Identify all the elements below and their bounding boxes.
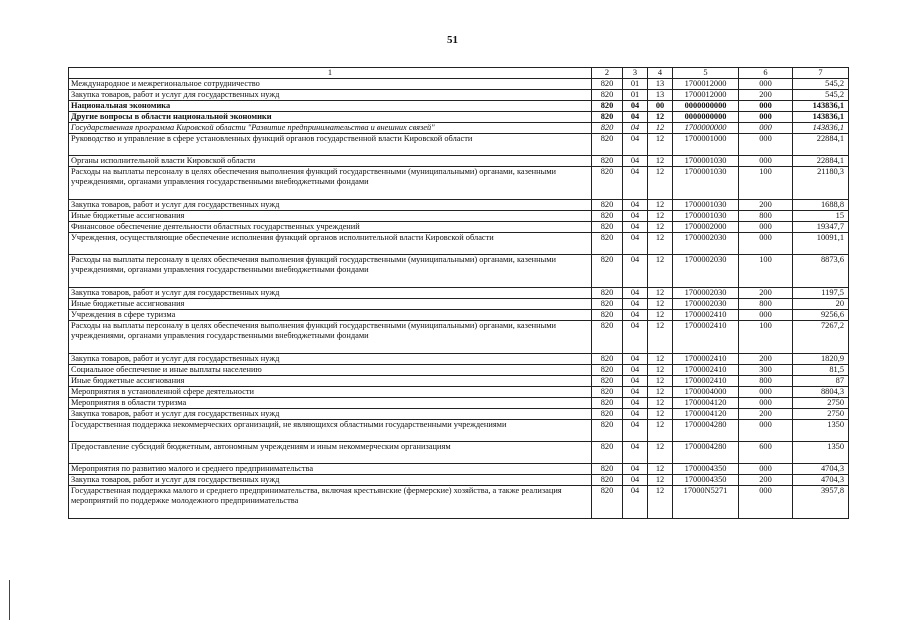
ministry-code-cell: 820 — [592, 112, 623, 123]
row-name-cell: Закупка товаров, работ и услуг для государственных нужд — [69, 90, 592, 101]
subsection-code-cell: 12 — [648, 211, 673, 222]
subsection-code-cell: 12 — [648, 288, 673, 299]
target-article-cell: 1700002030 — [673, 255, 739, 288]
row-name-cell: Расходы на выплаты персоналу в целях обеспечения выполнения функций государственными (муниципальными) органами, казенными учреждениями, органами управления государственными внебюджетными фондами — [69, 255, 592, 288]
table-row — [69, 123, 849, 134]
target-article-cell: 1700002410 — [673, 365, 739, 376]
section-code-cell: 04 — [623, 475, 648, 486]
target-article-cell: 1700002410 — [673, 321, 739, 354]
table-row — [69, 420, 849, 442]
ministry-code-cell: 820 — [592, 288, 623, 299]
header-cell: 6 — [739, 68, 793, 79]
amount-cell: 19347,7 — [793, 222, 849, 233]
expense-type-cell: 300 — [739, 365, 793, 376]
table-row — [69, 211, 849, 222]
table-row — [69, 464, 849, 475]
table-row — [69, 442, 849, 464]
amount-cell: 545,2 — [793, 90, 849, 101]
target-article-cell: 1700004120 — [673, 409, 739, 420]
expense-type-cell: 100 — [739, 321, 793, 354]
target-article-cell: 1700002030 — [673, 299, 739, 310]
table-row — [69, 222, 849, 233]
expense-type-cell: 200 — [739, 354, 793, 365]
amount-cell: 1688,8 — [793, 200, 849, 211]
amount-cell: 87 — [793, 376, 849, 387]
ministry-code-cell: 820 — [592, 123, 623, 134]
table-row — [69, 486, 849, 519]
subsection-code-cell: 12 — [648, 442, 673, 464]
row-name-cell: Иные бюджетные ассигнования — [69, 211, 592, 222]
target-article-cell: 0000000000 — [673, 101, 739, 112]
amount-cell: 143836,1 — [793, 112, 849, 123]
amount-cell: 21180,3 — [793, 167, 849, 200]
subsection-code-cell: 12 — [648, 321, 673, 354]
expense-type-cell: 200 — [739, 288, 793, 299]
table-header-row — [69, 68, 849, 79]
ministry-code-cell: 820 — [592, 310, 623, 321]
row-name-cell: Социальное обеспечение и иные выплаты населению — [69, 365, 592, 376]
header-cell: 7 — [793, 68, 849, 79]
section-code-cell: 04 — [623, 442, 648, 464]
amount-cell: 8804,3 — [793, 387, 849, 398]
amount-cell: 1350 — [793, 420, 849, 442]
amount-cell: 1350 — [793, 442, 849, 464]
expense-type-cell: 000 — [739, 233, 793, 255]
table-row — [69, 398, 849, 409]
expense-type-cell: 000 — [739, 112, 793, 123]
section-code-cell: 04 — [623, 222, 648, 233]
row-name-cell: Руководство и управление в сфере установленных функций органов государственной власти Кировской области — [69, 134, 592, 156]
amount-cell: 22884,1 — [793, 134, 849, 156]
subsection-code-cell: 00 — [648, 101, 673, 112]
expense-type-cell: 200 — [739, 90, 793, 101]
row-name-cell: Мероприятия в области туризма — [69, 398, 592, 409]
table-row — [69, 134, 849, 156]
header-cell: 3 — [623, 68, 648, 79]
table-row — [69, 255, 849, 288]
section-code-cell: 04 — [623, 156, 648, 167]
header-cell: 5 — [673, 68, 739, 79]
target-article-cell: 0000000000 — [673, 112, 739, 123]
ministry-code-cell: 820 — [592, 486, 623, 519]
section-code-cell: 04 — [623, 211, 648, 222]
section-code-cell: 04 — [623, 123, 648, 134]
amount-cell: 7267,2 — [793, 321, 849, 354]
row-name-cell: Закупка товаров, работ и услуг для государственных нужд — [69, 409, 592, 420]
subsection-code-cell: 13 — [648, 79, 673, 90]
target-article-cell: 1700012000 — [673, 79, 739, 90]
expense-type-cell: 000 — [739, 123, 793, 134]
expense-type-cell: 000 — [739, 398, 793, 409]
section-code-cell: 04 — [623, 321, 648, 354]
section-code-cell: 04 — [623, 365, 648, 376]
table-row — [69, 354, 849, 365]
ministry-code-cell: 820 — [592, 200, 623, 211]
section-code-cell: 04 — [623, 299, 648, 310]
subsection-code-cell: 12 — [648, 233, 673, 255]
row-name-cell: Мероприятия в установленной сфере деятельности — [69, 387, 592, 398]
table-row — [69, 365, 849, 376]
row-name-cell: Государственная поддержка малого и среднего предпринимательства, включая крестьянские (фермерские) хозяйства, а также реализация мероприятий по поддержке молодежного предпринимательства — [69, 486, 592, 519]
table-row — [69, 409, 849, 420]
row-name-cell: Учреждения, осуществляющие обеспечение исполнения функций органов исполнительной власти Кировской области — [69, 233, 592, 255]
subsection-code-cell: 12 — [648, 156, 673, 167]
amount-cell: 81,5 — [793, 365, 849, 376]
section-code-cell: 01 — [623, 90, 648, 101]
target-article-cell: 1700004350 — [673, 475, 739, 486]
amount-cell: 2750 — [793, 409, 849, 420]
subsection-code-cell: 12 — [648, 398, 673, 409]
amount-cell: 8873,6 — [793, 255, 849, 288]
row-name-cell: Учреждения в сфере туризма — [69, 310, 592, 321]
ministry-code-cell: 820 — [592, 233, 623, 255]
expense-type-cell: 600 — [739, 442, 793, 464]
target-article-cell: 1700001030 — [673, 211, 739, 222]
subsection-code-cell: 12 — [648, 167, 673, 200]
table-row — [69, 79, 849, 90]
section-code-cell: 04 — [623, 387, 648, 398]
ministry-code-cell: 820 — [592, 420, 623, 442]
ministry-code-cell: 820 — [592, 167, 623, 200]
expense-type-cell: 000 — [739, 156, 793, 167]
target-article-cell: 1700001030 — [673, 167, 739, 200]
expense-type-cell: 200 — [739, 409, 793, 420]
expense-type-cell: 800 — [739, 299, 793, 310]
ministry-code-cell: 820 — [592, 211, 623, 222]
row-name-cell: Государственная программа Кировской области "Развитие предпринимательства и внешних связей" — [69, 123, 592, 134]
expense-type-cell: 100 — [739, 167, 793, 200]
expense-type-cell: 800 — [739, 376, 793, 387]
target-article-cell: 1700004280 — [673, 442, 739, 464]
section-code-cell: 04 — [623, 167, 648, 200]
row-name-cell: Органы исполнительной власти Кировской области — [69, 156, 592, 167]
ministry-code-cell: 820 — [592, 255, 623, 288]
section-code-cell: 04 — [623, 101, 648, 112]
row-name-cell: Государственная поддержка некоммерческих организаций, не являющихся областными государственными учреждениями — [69, 420, 592, 442]
target-article-cell: 1700002000 — [673, 222, 739, 233]
row-name-cell: Международное и межрегиональное сотрудничество — [69, 79, 592, 90]
ministry-code-cell: 820 — [592, 409, 623, 420]
table-row — [69, 233, 849, 255]
row-name-cell: Расходы на выплаты персоналу в целях обеспечения выполнения функций государственными (муниципальными) органами, казенными учреждениями, органами управления государственными внебюджетными фондами — [69, 167, 592, 200]
subsection-code-cell: 12 — [648, 222, 673, 233]
subsection-code-cell: 12 — [648, 464, 673, 475]
ministry-code-cell: 820 — [592, 475, 623, 486]
target-article-cell: 1700004000 — [673, 387, 739, 398]
table-row — [69, 321, 849, 354]
expense-type-cell: 100 — [739, 255, 793, 288]
ministry-code-cell: 820 — [592, 376, 623, 387]
ministry-code-cell: 820 — [592, 156, 623, 167]
table-row — [69, 200, 849, 211]
subsection-code-cell: 12 — [648, 486, 673, 519]
ministry-code-cell: 820 — [592, 79, 623, 90]
target-article-cell: 1700002030 — [673, 233, 739, 255]
subsection-code-cell: 12 — [648, 299, 673, 310]
expense-type-cell: 000 — [739, 222, 793, 233]
target-article-cell: 1700000000 — [673, 123, 739, 134]
amount-cell: 1820,9 — [793, 354, 849, 365]
row-name-cell: Иные бюджетные ассигнования — [69, 299, 592, 310]
row-name-cell: Другие вопросы в области национальной экономики — [69, 112, 592, 123]
subsection-code-cell: 12 — [648, 365, 673, 376]
page-number: 51 — [447, 34, 458, 46]
expense-type-cell: 000 — [739, 79, 793, 90]
amount-cell: 4704,3 — [793, 475, 849, 486]
row-name-cell: Мероприятия по развитию малого и среднего предпринимательства — [69, 464, 592, 475]
subsection-code-cell: 12 — [648, 376, 673, 387]
row-name-cell: Финансовое обеспечение деятельности областных государственных учреждений — [69, 222, 592, 233]
target-article-cell: 1700002410 — [673, 310, 739, 321]
section-code-cell: 04 — [623, 233, 648, 255]
section-code-cell: 04 — [623, 354, 648, 365]
target-article-cell: 1700001030 — [673, 156, 739, 167]
ministry-code-cell: 820 — [592, 90, 623, 101]
expense-type-cell: 000 — [739, 420, 793, 442]
amount-cell: 20 — [793, 299, 849, 310]
amount-cell: 545,2 — [793, 79, 849, 90]
row-name-cell: Национальная экономика — [69, 101, 592, 112]
header-cell: 4 — [648, 68, 673, 79]
expense-type-cell: 800 — [739, 211, 793, 222]
row-name-cell: Закупка товаров, работ и услуг для государственных нужд — [69, 288, 592, 299]
amount-cell: 1197,5 — [793, 288, 849, 299]
ministry-code-cell: 820 — [592, 387, 623, 398]
table-row — [69, 288, 849, 299]
row-name-cell: Предоставление субсидий бюджетным, автономным учреждениям и иным некоммерческим организациям — [69, 442, 592, 464]
subsection-code-cell: 12 — [648, 409, 673, 420]
expense-type-cell: 200 — [739, 475, 793, 486]
amount-cell: 4704,3 — [793, 464, 849, 475]
ministry-code-cell: 820 — [592, 464, 623, 475]
target-article-cell: 1700004120 — [673, 398, 739, 409]
expense-type-cell: 000 — [739, 134, 793, 156]
expense-type-cell: 000 — [739, 387, 793, 398]
target-article-cell: 1700002030 — [673, 288, 739, 299]
expense-type-cell: 000 — [739, 486, 793, 519]
target-article-cell: 1700002410 — [673, 376, 739, 387]
subsection-code-cell: 12 — [648, 200, 673, 211]
amount-cell: 143836,1 — [793, 123, 849, 134]
subsection-code-cell: 12 — [648, 420, 673, 442]
table-row — [69, 299, 849, 310]
ministry-code-cell: 820 — [592, 101, 623, 112]
ministry-code-cell: 820 — [592, 442, 623, 464]
subsection-code-cell: 13 — [648, 90, 673, 101]
amount-cell: 2750 — [793, 398, 849, 409]
table-row — [69, 310, 849, 321]
table-row — [69, 475, 849, 486]
expense-type-cell: 000 — [739, 310, 793, 321]
table-row — [69, 387, 849, 398]
section-code-cell: 04 — [623, 464, 648, 475]
ministry-code-cell: 820 — [592, 222, 623, 233]
ministry-code-cell: 820 — [592, 354, 623, 365]
ministry-code-cell: 820 — [592, 321, 623, 354]
amount-cell: 15 — [793, 211, 849, 222]
target-article-cell: 1700004350 — [673, 464, 739, 475]
target-article-cell: 1700012000 — [673, 90, 739, 101]
section-code-cell: 04 — [623, 200, 648, 211]
target-article-cell: 1700001030 — [673, 200, 739, 211]
header-cell: 2 — [592, 68, 623, 79]
section-code-cell: 04 — [623, 112, 648, 123]
amount-cell: 143836,1 — [793, 101, 849, 112]
row-name-cell: Закупка товаров, работ и услуг для государственных нужд — [69, 200, 592, 211]
table-row — [69, 156, 849, 167]
section-code-cell: 04 — [623, 486, 648, 519]
subsection-code-cell: 12 — [648, 310, 673, 321]
row-name-cell: Закупка товаров, работ и услуг для государственных нужд — [69, 354, 592, 365]
header-cell: 1 — [69, 68, 592, 79]
table-row — [69, 376, 849, 387]
amount-cell: 22884,1 — [793, 156, 849, 167]
target-article-cell: 1700001000 — [673, 134, 739, 156]
ministry-code-cell: 820 — [592, 299, 623, 310]
section-code-cell: 04 — [623, 409, 648, 420]
subsection-code-cell: 12 — [648, 255, 673, 288]
table-row — [69, 101, 849, 112]
table-row — [69, 90, 849, 101]
subsection-code-cell: 12 — [648, 475, 673, 486]
amount-cell: 3957,8 — [793, 486, 849, 519]
table-body — [69, 68, 849, 519]
section-code-cell: 04 — [623, 134, 648, 156]
section-code-cell: 04 — [623, 288, 648, 299]
expense-type-cell: 000 — [739, 101, 793, 112]
margin-mark — [9, 580, 10, 620]
section-code-cell: 04 — [623, 376, 648, 387]
table-row — [69, 167, 849, 200]
section-code-cell: 04 — [623, 398, 648, 409]
section-code-cell: 04 — [623, 420, 648, 442]
row-name-cell: Закупка товаров, работ и услуг для государственных нужд — [69, 475, 592, 486]
ministry-code-cell: 820 — [592, 398, 623, 409]
subsection-code-cell: 12 — [648, 387, 673, 398]
ministry-code-cell: 820 — [592, 365, 623, 376]
target-article-cell: 1700002410 — [673, 354, 739, 365]
expense-type-cell: 200 — [739, 200, 793, 211]
row-name-cell: Иные бюджетные ассигнования — [69, 376, 592, 387]
table-row — [69, 112, 849, 123]
target-article-cell: 17000N5271 — [673, 486, 739, 519]
section-code-cell: 04 — [623, 255, 648, 288]
amount-cell: 9256,6 — [793, 310, 849, 321]
section-code-cell: 01 — [623, 79, 648, 90]
subsection-code-cell: 12 — [648, 123, 673, 134]
subsection-code-cell: 12 — [648, 354, 673, 365]
subsection-code-cell: 12 — [648, 112, 673, 123]
row-name-cell: Расходы на выплаты персоналу в целях обеспечения выполнения функций государственными (муниципальными) органами, казенными учреждениями, органами управления государственными внебюджетными фондами — [69, 321, 592, 354]
target-article-cell: 1700004280 — [673, 420, 739, 442]
expense-type-cell: 000 — [739, 464, 793, 475]
section-code-cell: 04 — [623, 310, 648, 321]
amount-cell: 10091,1 — [793, 233, 849, 255]
subsection-code-cell: 12 — [648, 134, 673, 156]
ministry-code-cell: 820 — [592, 134, 623, 156]
budget-table — [68, 67, 849, 519]
